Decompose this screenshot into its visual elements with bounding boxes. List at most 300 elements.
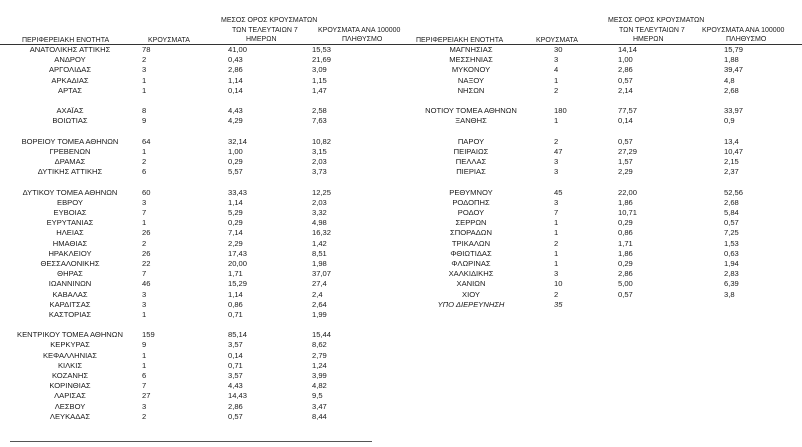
cases-cell: 1: [554, 75, 559, 85]
seven-day-average-cell: 1,86: [618, 197, 633, 207]
region-name-cell: ΘΗΡΑΣ: [57, 269, 83, 279]
cases-per-100k-cell: 15,79: [724, 45, 744, 54]
cases-per-100k-cell: 1,98: [312, 258, 327, 268]
seven-day-average-cell: 27,29: [618, 146, 638, 156]
cases-cell: 1: [142, 360, 147, 370]
table-row: [0, 412, 402, 422]
seven-day-average-cell: 4,29: [228, 116, 243, 126]
seven-day-average-cell: 14,14: [618, 45, 638, 54]
region-name-cell: ΑΧΑΪΑΣ: [56, 106, 84, 116]
table-row: [0, 351, 402, 361]
table-row: [0, 239, 402, 249]
table-row: [402, 45, 802, 55]
seven-day-average-cell: 0,57: [618, 136, 633, 146]
cases-cell: 6: [142, 167, 147, 177]
cases-per-100k-cell: 2,58: [312, 106, 327, 116]
seven-day-average-cell: 0,29: [618, 218, 633, 228]
region-name-cell: ΚΑΡΔΙΤΣΑΣ: [49, 299, 91, 309]
region-name-cell: ΧΙΟΥ: [462, 289, 480, 299]
seven-day-average-cell: 0,57: [618, 289, 633, 299]
header-avg-line3: ΗΜΕΡΩΝ: [633, 36, 664, 43]
region-name-cell: ΡΟΔΟΥ: [457, 208, 485, 217]
cases-cell: 7: [142, 381, 147, 391]
region-name-cell: ΚΟΡΙΝΘΙΑΣ: [49, 381, 91, 391]
table-row: [0, 290, 402, 300]
header-per-line2: ΠΛΗΘΥΣΜΟ: [342, 36, 383, 43]
region-name-cell: ΚΕΡΚΥΡΑΣ: [50, 340, 90, 350]
cases-per-100k-cell: 1,53: [724, 238, 739, 248]
cases-cell: 1: [554, 116, 559, 126]
table-row: [402, 188, 802, 198]
cases-per-100k-cell: 39,47: [724, 65, 744, 75]
cases-cell: 35: [554, 299, 563, 309]
table-row: [402, 218, 802, 228]
cases-cell: 7: [554, 208, 559, 217]
seven-day-average-cell: 77,57: [618, 106, 638, 116]
seven-day-average-cell: 2,29: [618, 167, 633, 177]
table-row: [0, 188, 402, 198]
cases-cell: 3: [554, 55, 559, 65]
cases-cell: 30: [554, 45, 563, 54]
seven-day-average-cell: 3,57: [228, 340, 243, 350]
cases-per-100k-cell: 2,15: [724, 157, 739, 167]
region-name-cell: ΘΕΣΣΑΛΟΝΙΚΗΣ: [40, 258, 100, 268]
cases-per-100k-cell: 16,32: [312, 228, 332, 238]
table-row: [0, 137, 402, 147]
seven-day-average-cell: 14,43: [228, 391, 248, 401]
region-name-cell: ΗΡΑΚΛΕΙΟΥ: [48, 248, 92, 258]
cases-cell: 180: [554, 106, 567, 116]
table-row: [0, 45, 402, 55]
cases-cell: 46: [142, 279, 151, 289]
cases-cell: 26: [142, 248, 151, 258]
region-name-cell: ΝΟΤΙΟΥ ΤΟΜΕΑ ΑΘΗΝΩΝ: [425, 106, 517, 116]
cases-cell: 1: [142, 75, 147, 85]
cases-cell: 10: [554, 279, 563, 289]
cases-per-100k-cell: 2,64: [312, 299, 327, 309]
region-name-cell: ΗΜΑΘΙΑΣ: [52, 238, 88, 248]
region-name-cell: ΦΛΩΡΙΝΑΣ: [451, 258, 491, 268]
header-cases: ΚΡΟΥΣΜΑΤΑ: [148, 37, 190, 44]
cases-cell: 45: [554, 187, 563, 197]
header-per-line1: ΚΡΟΥΣΜΑΤΑ ΑΝΑ 100000: [318, 27, 401, 34]
spacer-row: [402, 127, 802, 137]
region-name-cell: ΠΑΡΟΥ: [457, 136, 485, 146]
seven-day-average-cell: 2,14: [618, 85, 633, 95]
seven-day-average-cell: 1,14: [228, 289, 243, 299]
seven-day-average-cell: 2,29: [228, 238, 243, 248]
cases-cell: 22: [142, 258, 151, 268]
cases-per-100k-cell: 2,68: [724, 85, 739, 95]
seven-day-average-cell: 0,71: [228, 309, 243, 319]
cases-cell: 3: [142, 65, 147, 75]
table-row: [0, 116, 402, 126]
cases-per-100k-cell: 2,03: [312, 157, 327, 167]
cases-cell: 3: [142, 197, 147, 207]
cases-cell: 3: [554, 269, 559, 279]
cases-cell: 2: [554, 289, 559, 299]
cases-per-100k-cell: 1,88: [724, 55, 739, 65]
region-name-cell: ΚΟΖΑΝΗΣ: [51, 371, 89, 380]
table-row: [0, 269, 402, 279]
seven-day-average-cell: 1,14: [228, 75, 243, 85]
region-name-cell: ΑΡΓΟΛΙΔΑΣ: [48, 65, 92, 75]
cases-cell: 3: [142, 299, 147, 309]
cases-cell: 2: [554, 136, 559, 146]
seven-day-average-cell: 0,14: [618, 116, 633, 126]
header-avg-line2: ΤΩΝ ΤΕΛΕΥΤΑΙΩΝ 7: [619, 27, 685, 34]
region-name-cell: ΚΕΝΤΡΙΚΟΥ ΤΟΜΕΑ ΑΘΗΝΩΝ: [17, 330, 123, 340]
cases-cell: 7: [142, 208, 147, 217]
region-name-cell: ΗΛΕΙΑΣ: [56, 228, 84, 238]
region-name-cell: ΧΑΛΚΙΔΙΚΗΣ: [448, 269, 494, 279]
region-name-cell: ΣΠΟΡΑΔΩΝ: [450, 228, 492, 238]
cases-per-100k-cell: 10,82: [312, 136, 332, 146]
cases-per-100k-cell: 9,5: [312, 391, 323, 401]
table-row: [402, 228, 802, 238]
table-row: [0, 340, 402, 350]
spacer-row: [402, 96, 802, 106]
seven-day-average-cell: 0,14: [228, 350, 243, 360]
seven-day-average-cell: 1,71: [618, 238, 633, 248]
header-avg-line2: ΤΩΝ ΤΕΛΕΥΤΑΙΩΝ 7: [232, 27, 298, 34]
left-bottom-rule: [10, 441, 372, 442]
region-name-cell: ΚΕΦΑΛΛΗΝΙΑΣ: [42, 350, 98, 360]
seven-day-average-cell: 7,14: [228, 228, 243, 238]
region-name-cell: ΡΟΔΟΠΗΣ: [452, 197, 490, 207]
region-name-cell: ΑΝΔΡΟΥ: [54, 55, 86, 65]
cases-cell: 1: [142, 85, 147, 95]
cases-cell: 27: [142, 391, 151, 401]
region-name-cell: ΣΕΡΡΩΝ: [455, 218, 487, 228]
cases-per-100k-cell: 3,73: [312, 167, 327, 177]
cases-per-100k-cell: 37,07: [312, 269, 332, 279]
cases-per-100k-cell: 10,47: [724, 146, 744, 156]
cases-cell: 1: [554, 218, 559, 228]
region-name-cell: ΔΥΤΙΚΟΥ ΤΟΜΕΑ ΑΘΗΝΩΝ: [22, 187, 118, 197]
table-row: [402, 86, 802, 96]
cases-per-100k-cell: 15,44: [312, 330, 332, 340]
cases-per-100k-cell: 13,4: [724, 136, 739, 146]
region-name-cell: ΠΕΛΛΑΣ: [455, 157, 487, 167]
region-name-cell: ΠΕΙΡΑΙΩΣ: [453, 146, 489, 156]
seven-day-average-cell: 5,57: [228, 167, 243, 177]
table-row: [402, 106, 802, 116]
cases-per-100k-cell: 3,99: [312, 371, 327, 380]
table-row: [402, 290, 802, 300]
table-row: [0, 55, 402, 65]
region-name-cell: ΒΟΡΕΙΟΥ ΤΟΜΕΑ ΑΘΗΝΩΝ: [21, 136, 119, 146]
cases-per-100k-cell: 3,47: [312, 401, 327, 411]
seven-day-average-cell: 32,14: [228, 136, 248, 146]
cases-cell: 1: [142, 146, 147, 156]
cases-cell: 1: [142, 218, 147, 228]
cases-per-100k-cell: 8,44: [312, 411, 327, 421]
cases-per-100k-cell: 1,47: [312, 85, 327, 95]
table-row: [0, 259, 402, 269]
cases-cell: 7: [142, 269, 147, 279]
seven-day-average-cell: 0,29: [618, 258, 633, 268]
region-name-cell: ΓΡΕΒΕΝΩΝ: [49, 146, 91, 156]
table-row: [0, 310, 402, 320]
cases-per-100k-cell: 1,24: [312, 360, 327, 370]
seven-day-average-cell: 5,00: [618, 279, 633, 289]
seven-day-average-cell: 1,00: [228, 146, 243, 156]
cases-cell: 3: [142, 289, 147, 299]
table-row: [0, 361, 402, 371]
table-row: [402, 157, 802, 167]
seven-day-average-cell: 85,14: [228, 330, 248, 340]
region-name-cell: ΞΑΝΘΗΣ: [455, 116, 487, 126]
table-row: [402, 65, 802, 75]
seven-day-average-cell: 3,57: [228, 371, 243, 380]
region-name-cell: ΑΡΤΑΣ: [58, 85, 82, 95]
cases-per-100k-cell: 27,4: [312, 279, 327, 289]
region-name-cell: ΕΒΡΟΥ: [57, 197, 83, 207]
seven-day-average-cell: 0,29: [228, 218, 243, 228]
table-row: [402, 167, 802, 177]
cases-per-100k-cell: 8,51: [312, 248, 327, 258]
header-region: ΠΕΡΙΦΕΡΕΙΑΚΗ ΕΝΟΤΗΤΑ: [22, 37, 110, 44]
region-name-cell: ΛΕΥΚΑΔΑΣ: [49, 411, 91, 421]
table-row: [0, 65, 402, 75]
cases-per-100k-cell: 1,99: [312, 309, 327, 319]
region-name-cell: ΥΠΟ ΔΙΕΡΕΥΝΗΣΗ: [437, 299, 505, 309]
cases-cell: 3: [142, 401, 147, 411]
region-name-cell: ΛΕΣΒΟΥ: [54, 401, 86, 411]
table-row: [0, 279, 402, 289]
cases-per-100k-cell: 1,42: [312, 238, 327, 248]
region-name-cell: ΙΩΑΝΝΙΝΩΝ: [48, 279, 92, 289]
cases-cell: 2: [142, 157, 147, 167]
region-name-cell: ΝΑΞΟΥ: [457, 75, 485, 85]
cases-per-100k-cell: 3,09: [312, 65, 327, 75]
cases-cell: 9: [142, 340, 147, 350]
seven-day-average-cell: 10,71: [618, 208, 638, 217]
seven-day-average-cell: 5,29: [228, 208, 243, 217]
region-name-cell: ΜΑΓΝΗΣΙΑΣ: [449, 45, 493, 54]
cases-per-100k-cell: 3,8: [724, 289, 735, 299]
cases-cell: 8: [142, 106, 147, 116]
seven-day-average-cell: 2,86: [618, 65, 633, 75]
header-avg-line3: ΗΜΕΡΩΝ: [246, 36, 277, 43]
cases-cell: 1: [554, 248, 559, 258]
seven-day-average-cell: 41,00: [228, 45, 248, 54]
region-name-cell: ΔΡΑΜΑΣ: [54, 157, 86, 167]
cases-cell: 1: [142, 350, 147, 360]
region-name-cell: ΚΑΒΑΛΑΣ: [52, 289, 88, 299]
seven-day-average-cell: 4,43: [228, 106, 243, 116]
seven-day-average-cell: 33,43: [228, 187, 248, 197]
table-row: [0, 391, 402, 401]
cases-per-100k-cell: 2,03: [312, 197, 327, 207]
table-row: [0, 300, 402, 310]
table-row: [402, 76, 802, 86]
cases-cell: 4: [554, 65, 559, 75]
seven-day-average-cell: 0,86: [228, 299, 243, 309]
region-name-cell: ΛΑΡΙΣΑΣ: [54, 391, 86, 401]
region-name-cell: ΑΡΚΑΔΙΑΣ: [51, 75, 89, 85]
region-name-cell: ΜΕΣΣΗΝΙΑΣ: [449, 55, 493, 65]
spacer-row: [0, 320, 402, 330]
spacer-row: [402, 177, 802, 187]
table-row: [402, 116, 802, 126]
table-row: [0, 208, 402, 218]
cases-cell: 78: [142, 45, 151, 54]
cases-per-100k-cell: 7,25: [724, 228, 739, 238]
cases-per-100k-cell: 2,79: [312, 350, 327, 360]
cases-cell: 3: [554, 157, 559, 167]
region-name-cell: ΑΝΑΤΟΛΙΚΗΣ ΑΤΤΙΚΗΣ: [29, 45, 111, 54]
table-row: [402, 208, 802, 218]
table-row: [0, 106, 402, 116]
right-table-header: [402, 0, 802, 44]
cases-cell: 2: [554, 238, 559, 248]
cases-cell: 64: [142, 136, 151, 146]
seven-day-average-cell: 0,14: [228, 85, 243, 95]
table-row: [402, 137, 802, 147]
seven-day-average-cell: 17,43: [228, 248, 248, 258]
seven-day-average-cell: 0,57: [228, 411, 243, 421]
region-name-cell: ΡΕΘΥΜΝΟΥ: [449, 187, 493, 197]
region-name-cell: ΕΥΡΥΤΑΝΙΑΣ: [46, 218, 94, 228]
cases-per-100k-cell: 4,98: [312, 218, 327, 228]
spacer-row: [0, 127, 402, 137]
cases-per-100k-cell: 4,8: [724, 75, 735, 85]
cases-per-100k-cell: 2,68: [724, 197, 739, 207]
header-per-line2: ΠΛΗΘΥΣΜΟ: [726, 36, 767, 43]
left-table-header: [0, 0, 402, 44]
table-row: [0, 249, 402, 259]
spacer-row: [0, 96, 402, 106]
seven-day-average-cell: 0,29: [228, 157, 243, 167]
table-row: [0, 330, 402, 340]
cases-per-100k-cell: 0,57: [724, 218, 739, 228]
cases-per-100k-cell: 15,53: [312, 45, 332, 54]
left-table-body: [0, 45, 402, 422]
table-row: [402, 279, 802, 289]
right-table-body: [402, 45, 802, 310]
seven-day-average-cell: 22,00: [618, 187, 638, 197]
seven-day-average-cell: 1,86: [618, 248, 633, 258]
cases-per-100k-cell: 0,63: [724, 248, 739, 258]
header-cases: ΚΡΟΥΣΜΑΤΑ: [536, 37, 578, 44]
seven-day-average-cell: 0,71: [228, 360, 243, 370]
cases-per-100k-cell: 2,83: [724, 269, 739, 279]
seven-day-average-cell: 20,00: [228, 258, 248, 268]
cases-per-100k-cell: 3,15: [312, 146, 327, 156]
header-region: ΠΕΡΙΦΕΡΕΙΑΚΗ ΕΝΟΤΗΤΑ: [416, 37, 504, 44]
table-row: [0, 86, 402, 96]
cases-cell: 60: [142, 187, 151, 197]
table-row: [0, 147, 402, 157]
region-name-cell: ΕΥΒΟΙΑΣ: [53, 208, 87, 217]
seven-day-average-cell: 2,86: [228, 401, 243, 411]
seven-day-average-cell: 0,86: [618, 228, 633, 238]
cases-cell: 47: [554, 146, 563, 156]
cases-cell: 2: [142, 411, 147, 421]
cases-per-100k-cell: 33,97: [724, 106, 744, 116]
cases-cell: 2: [142, 238, 147, 248]
header-avg-line1: ΜΕΣΟΣ ΟΡΟΣ ΚΡΟΥΣΜΑΤΩΝ: [221, 17, 318, 24]
cases-cell: 1: [554, 228, 559, 238]
cases-per-100k-cell: 21,69: [312, 55, 332, 65]
cases-cell: 159: [142, 330, 155, 340]
table-row: [0, 371, 402, 381]
table-row: [402, 249, 802, 259]
cases-per-100k-cell: 7,63: [312, 116, 327, 126]
region-name-cell: ΦΘΙΩΤΙΔΑΣ: [450, 248, 492, 258]
cases-per-100k-cell: 1,94: [724, 258, 739, 268]
cases-cell: 9: [142, 116, 147, 126]
seven-day-average-cell: 4,43: [228, 381, 243, 391]
cases-cell: 1: [554, 258, 559, 268]
table-row: [402, 300, 802, 310]
region-name-cell: ΔΥΤΙΚΗΣ ΑΤΤΙΚΗΣ: [37, 167, 103, 177]
cases-per-100k-cell: 52,56: [724, 187, 744, 197]
table-row: [0, 402, 402, 412]
seven-day-average-cell: 0,43: [228, 55, 243, 65]
cases-cell: 26: [142, 228, 151, 238]
cases-per-100k-cell: 0,9: [724, 116, 735, 126]
table-row: [0, 228, 402, 238]
table-row: [402, 269, 802, 279]
header-avg-line1: ΜΕΣΟΣ ΟΡΟΣ ΚΡΟΥΣΜΑΤΩΝ: [608, 17, 705, 24]
seven-day-average-cell: 2,86: [618, 269, 633, 279]
seven-day-average-cell: 15,29: [228, 279, 248, 289]
table-row: [402, 147, 802, 157]
spacer-row: [0, 177, 402, 187]
table-row: [0, 198, 402, 208]
seven-day-average-cell: 1,57: [618, 157, 633, 167]
cases-per-100k-cell: 4,82: [312, 381, 327, 391]
cases-per-100k-cell: 1,15: [312, 75, 327, 85]
cases-per-100k-cell: 2,4: [312, 289, 323, 299]
table-row: [0, 218, 402, 228]
region-name-cell: ΚΙΛΚΙΣ: [57, 360, 83, 370]
header-per-line1: ΚΡΟΥΣΜΑΤΑ ΑΝΑ 100000: [702, 27, 785, 34]
table-row: [0, 76, 402, 86]
cases-cell: 6: [142, 371, 147, 380]
seven-day-average-cell: 2,86: [228, 65, 243, 75]
region-name-cell: ΝΗΣΩΝ: [457, 85, 485, 95]
table-row: [402, 55, 802, 65]
seven-day-average-cell: 1,14: [228, 197, 243, 207]
cases-cell: 3: [554, 167, 559, 177]
cases-cell: 3: [554, 197, 559, 207]
region-name-cell: ΤΡΙΚΑΛΩΝ: [451, 238, 491, 248]
seven-day-average-cell: 1,71: [228, 269, 243, 279]
cases-per-100k-cell: 12,25: [312, 187, 332, 197]
seven-day-average-cell: 0,57: [618, 75, 633, 85]
cases-per-100k-cell: 2,37: [724, 167, 739, 177]
seven-day-average-cell: 1,00: [618, 55, 633, 65]
region-name-cell: ΚΑΣΤΟΡΙΑΣ: [48, 309, 92, 319]
cases-cell: 2: [142, 55, 147, 65]
region-name-cell: ΜΥΚΟΝΟΥ: [451, 65, 491, 75]
table-row: [0, 381, 402, 391]
table-row: [402, 259, 802, 269]
cases-cell: 1: [142, 309, 147, 319]
region-name-cell: ΠΙΕΡΙΑΣ: [456, 167, 486, 177]
cases-per-100k-cell: 3,32: [312, 208, 327, 217]
table-row: [0, 157, 402, 167]
cases-per-100k-cell: 5,84: [724, 208, 739, 217]
table-row: [402, 239, 802, 249]
cases-per-100k-cell: 6,39: [724, 279, 739, 289]
region-name-cell: ΧΑΝΙΩΝ: [456, 279, 486, 289]
cases-per-100k-cell: 8,62: [312, 340, 327, 350]
